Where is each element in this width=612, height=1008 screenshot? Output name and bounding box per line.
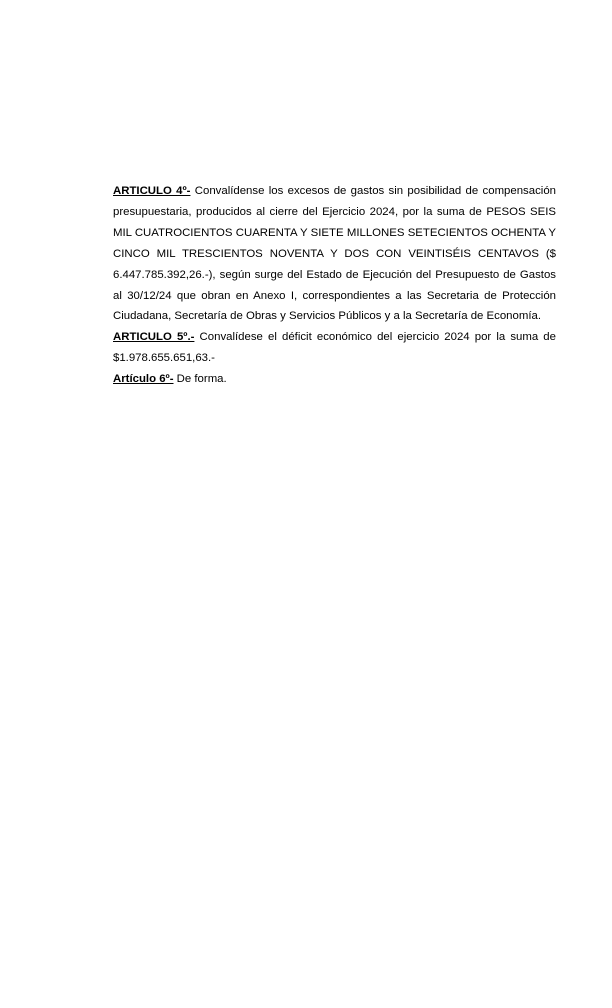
article-6-text: De forma. <box>176 373 227 386</box>
document-body <box>113 181 556 390</box>
article-6 <box>113 369 556 390</box>
article-6-heading: Artículo 6º- <box>113 373 174 386</box>
article-4 <box>113 181 556 327</box>
article-5-heading: ARTICULO 5º.- <box>113 331 195 344</box>
article-4-heading: ARTICULO 4º- <box>113 185 191 197</box>
article-5-text: Convalídese el déficit económico del ejercicio 2024 por la suma de $1.978.655.651,63.- <box>113 331 556 365</box>
article-4-text: Convalídense los excesos de gastos sin posibilidad de compensación presupuestaria, producidos al cierre del Ejercicio 2024, por la suma de PESOS SEIS MIL CUATROCIENTOS CUARENTA Y SIETE MILLONES SETECIENTOS OCHENTA Y CINCO MIL TRESCIENTOS NOVENTA Y DOS CON VEINTISÉIS CENTAVOS ($ 6.447.785.392,26.-), según surge del Estado de Ejecución del Presupuesto de Gastos al 30/12/24 que obran en Anexo I, correspondientes a las Secretaria de Protección Ciudadana, Secretaría de Obras y Servicios Públicos y a la Secretaría de Economía. <box>113 185 556 323</box>
article-5 <box>113 327 556 369</box>
